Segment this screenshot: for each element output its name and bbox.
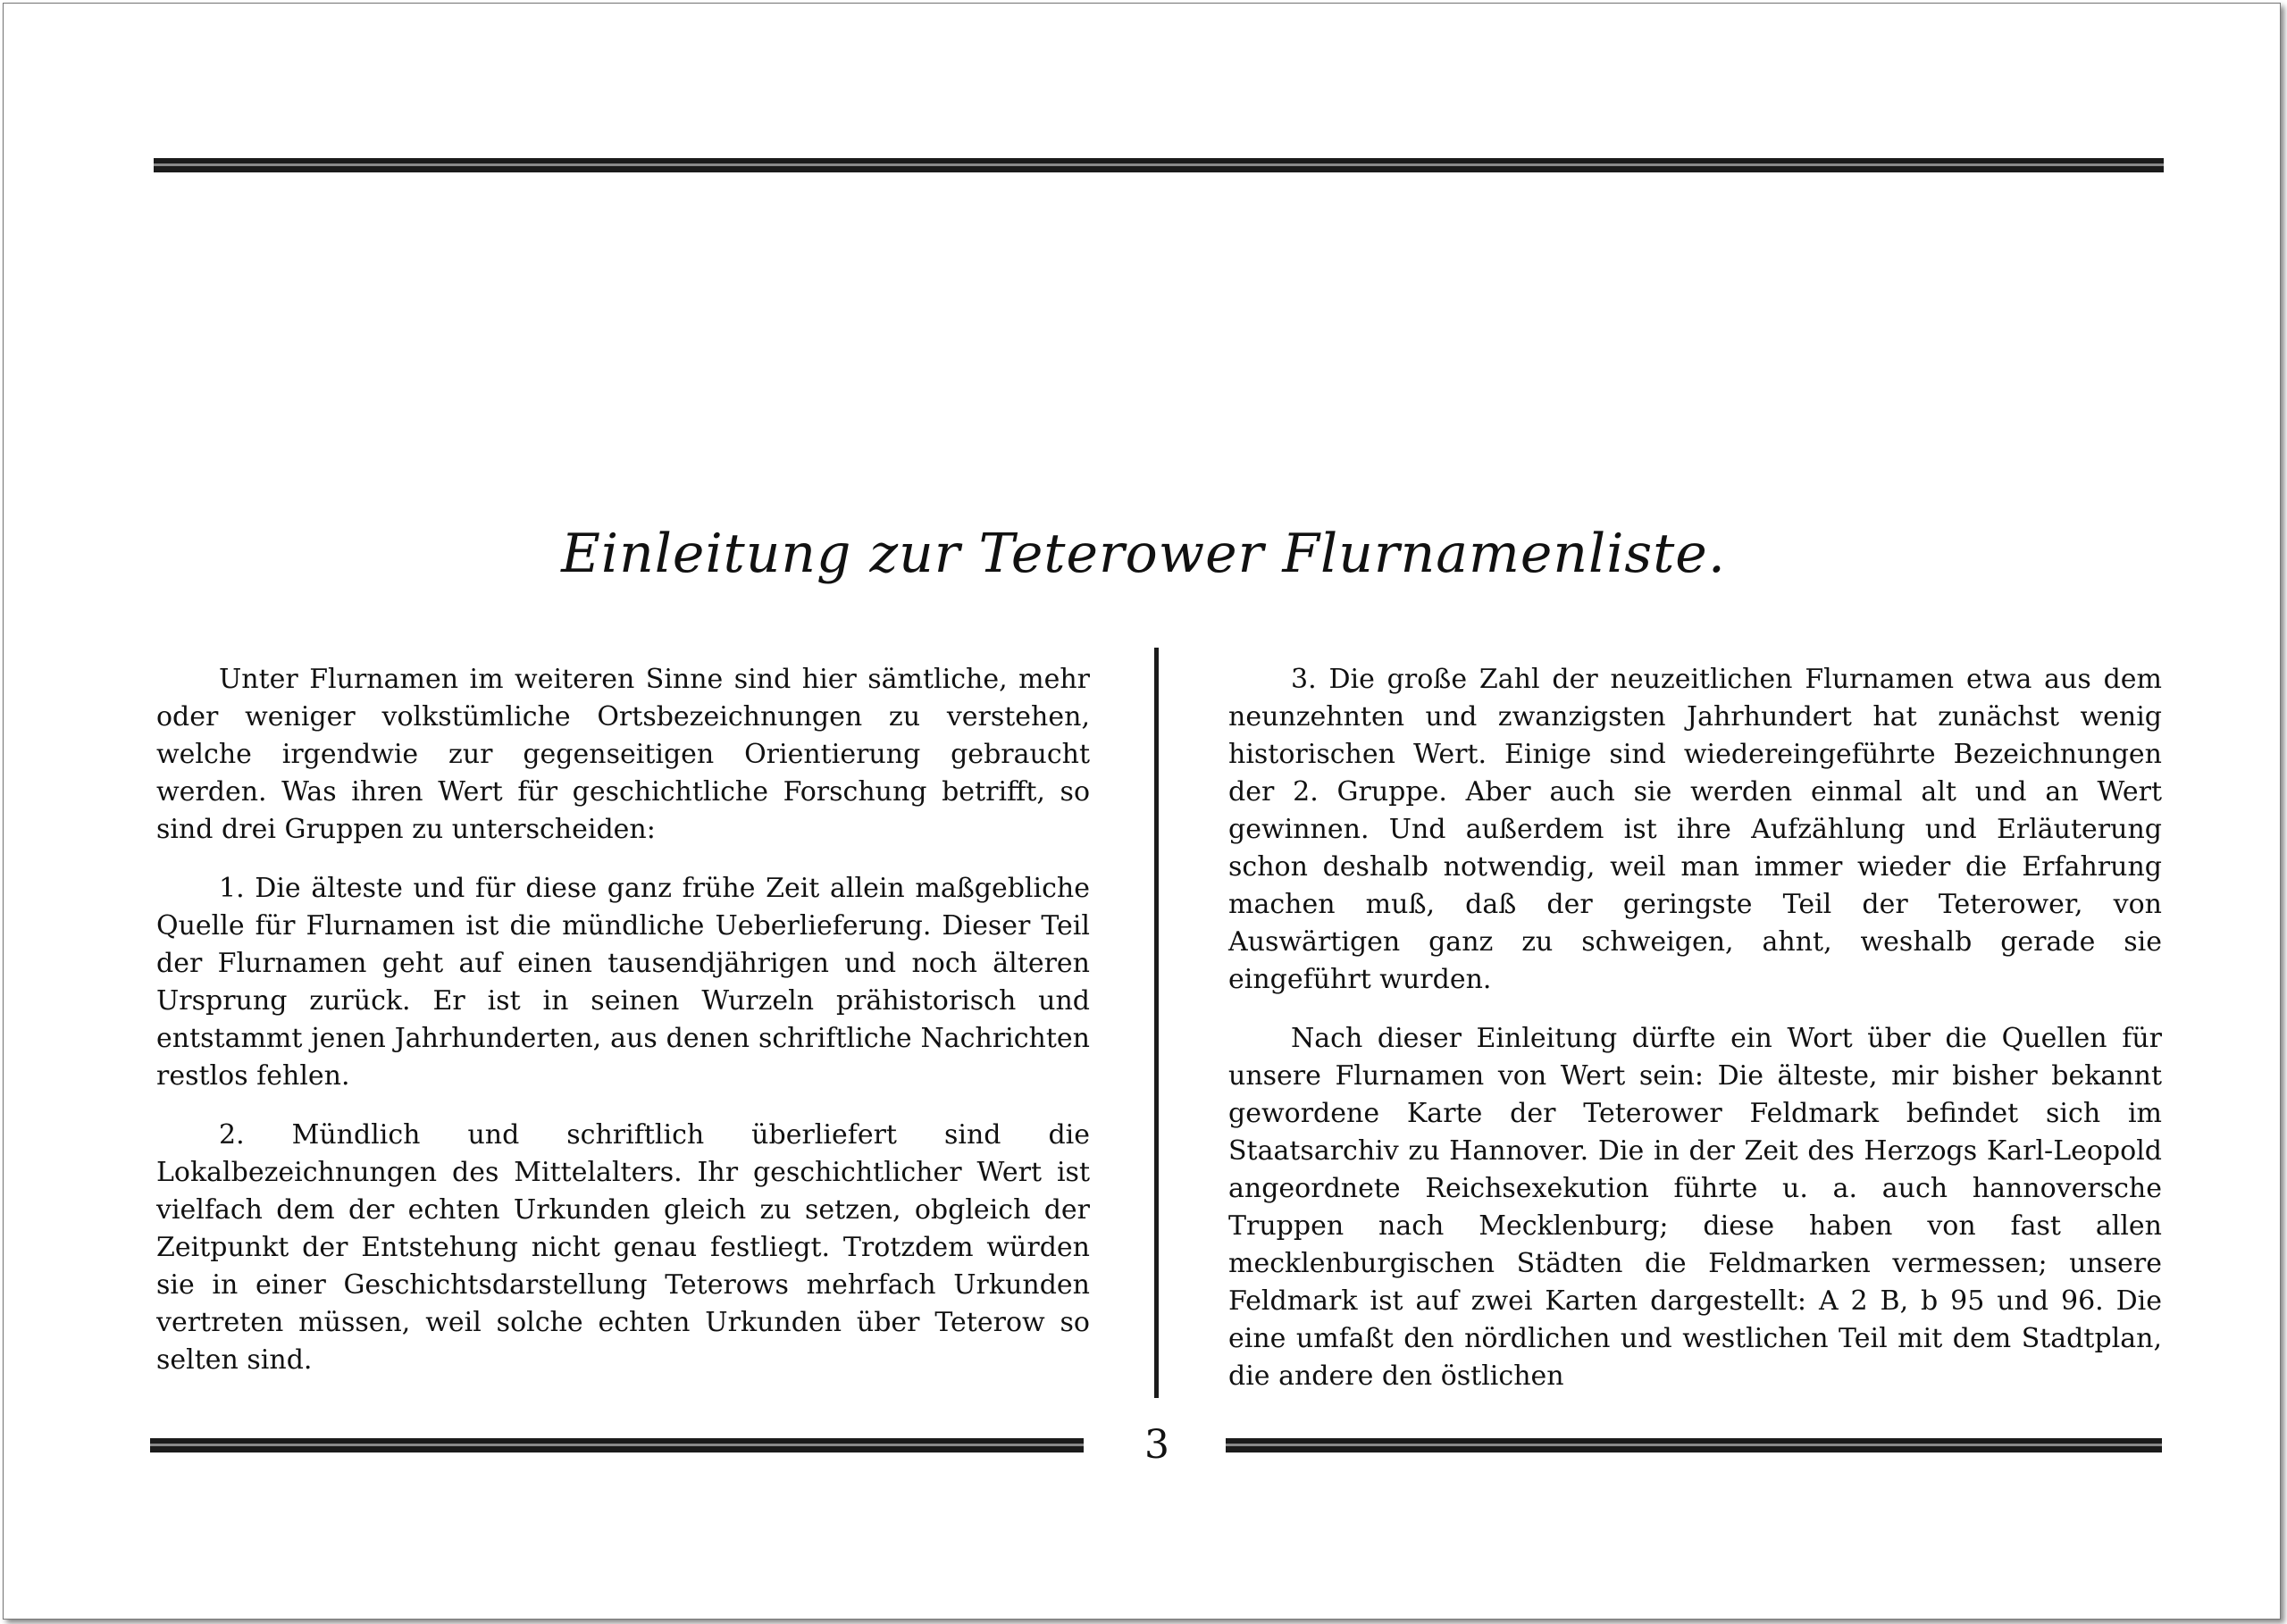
column-divider <box>1154 648 1159 1398</box>
top-rule <box>154 158 2164 172</box>
right-column <box>1228 661 2162 1417</box>
page-title: Einleitung zur Teterower Flurnamenliste. <box>561 523 1726 585</box>
left-column <box>156 661 1090 1401</box>
paragraph: Nach dieser Einleitung dürfte ein Wort über die Quellen für unsere Flurnamen von Wert sein: Die älteste, mir bisher bekannt gewordene Karte der Teterower Feldmark befindet sich im Staatsarchiv zu Hannover. Die in der Zeit des Herzogs Karl-Leopold angeordnete Reichsexekution führte u. a. auch hannoversche Truppen nach Mecklenburg; diese haben von fast allen mecklenburgischen Städten die Feldmarken vermessen; unsere Feldmark ist auf zwei Karten dargestellt: A 2 B, b 95 und 96. Die eine umfaßt den nördlichen und westlichen Teil mit dem Stadtplan, die andere den östlichen <box>1228 1023 2162 1392</box>
paragraph: 1. Die älteste und für diese ganz frühe Zeit allein maßgebliche Quelle für Flurnamen ist die mündliche Ueberlieferung. Dieser Teil der Flurnamen geht auf einen tausendjährigen und noch älteren Ursprung zurück. Er ist in seinen Wurzeln prähistorisch und entstammt jenen Jahrhunderten, aus denen schriftliche Nachrichten restlos fehlen. <box>156 873 1090 1092</box>
paragraph: 3. Die große Zahl der neuzeitlichen Flurnamen etwa aus dem neunzehnten und zwanzigsten Jahrhundert hat zunächst wenig historischen Wert. Einige sind wiedereingeführte Bezeichnungen der 2. Gruppe. Aber auch sie werden einmal alt und an Wert gewinnen. Und außerdem ist ihre Aufzählung und Erläuterung schon deshalb notwendig, weil man immer wieder die Erfahrung machen muß, daß der geringste Teil der Teterower, von Auswärtigen ganz zu schweigen, ahnt, weshalb gerade sie eingeführt wurden. <box>1228 664 2162 995</box>
bottom-rule-left <box>150 1438 1084 1452</box>
paragraph: Unter Flurnamen im weiteren Sinne sind hier sämtliche, mehr oder weniger volkstümliche Ortsbezeichnungen zu verstehen, welche irgendwie zur gegenseitigen Orientierung gebraucht werden. Was ihren Wert für geschichtliche Forschung betrifft, so sind drei Gruppen zu unterscheiden: <box>156 664 1090 845</box>
bottom-rule-right <box>1226 1438 2162 1452</box>
paragraph: 2. Mündlich und schriftlich überliefert sind die Lokalbezeichnungen des Mittelalters. Ihr geschichtlicher Wert ist vielfach dem der echten Urkunden gleich zu setzen, obgleich der Zeitpunkt der Entstehung nicht genau festliegt. Trotzdem würden sie in einer Geschichtsdarstellung Teterows mehrfach Urkunden vertreten müssen, weil solche echten Urkunden über Teterow so selten sind. <box>156 1119 1090 1376</box>
page-number: 3 <box>1144 1422 1169 1468</box>
